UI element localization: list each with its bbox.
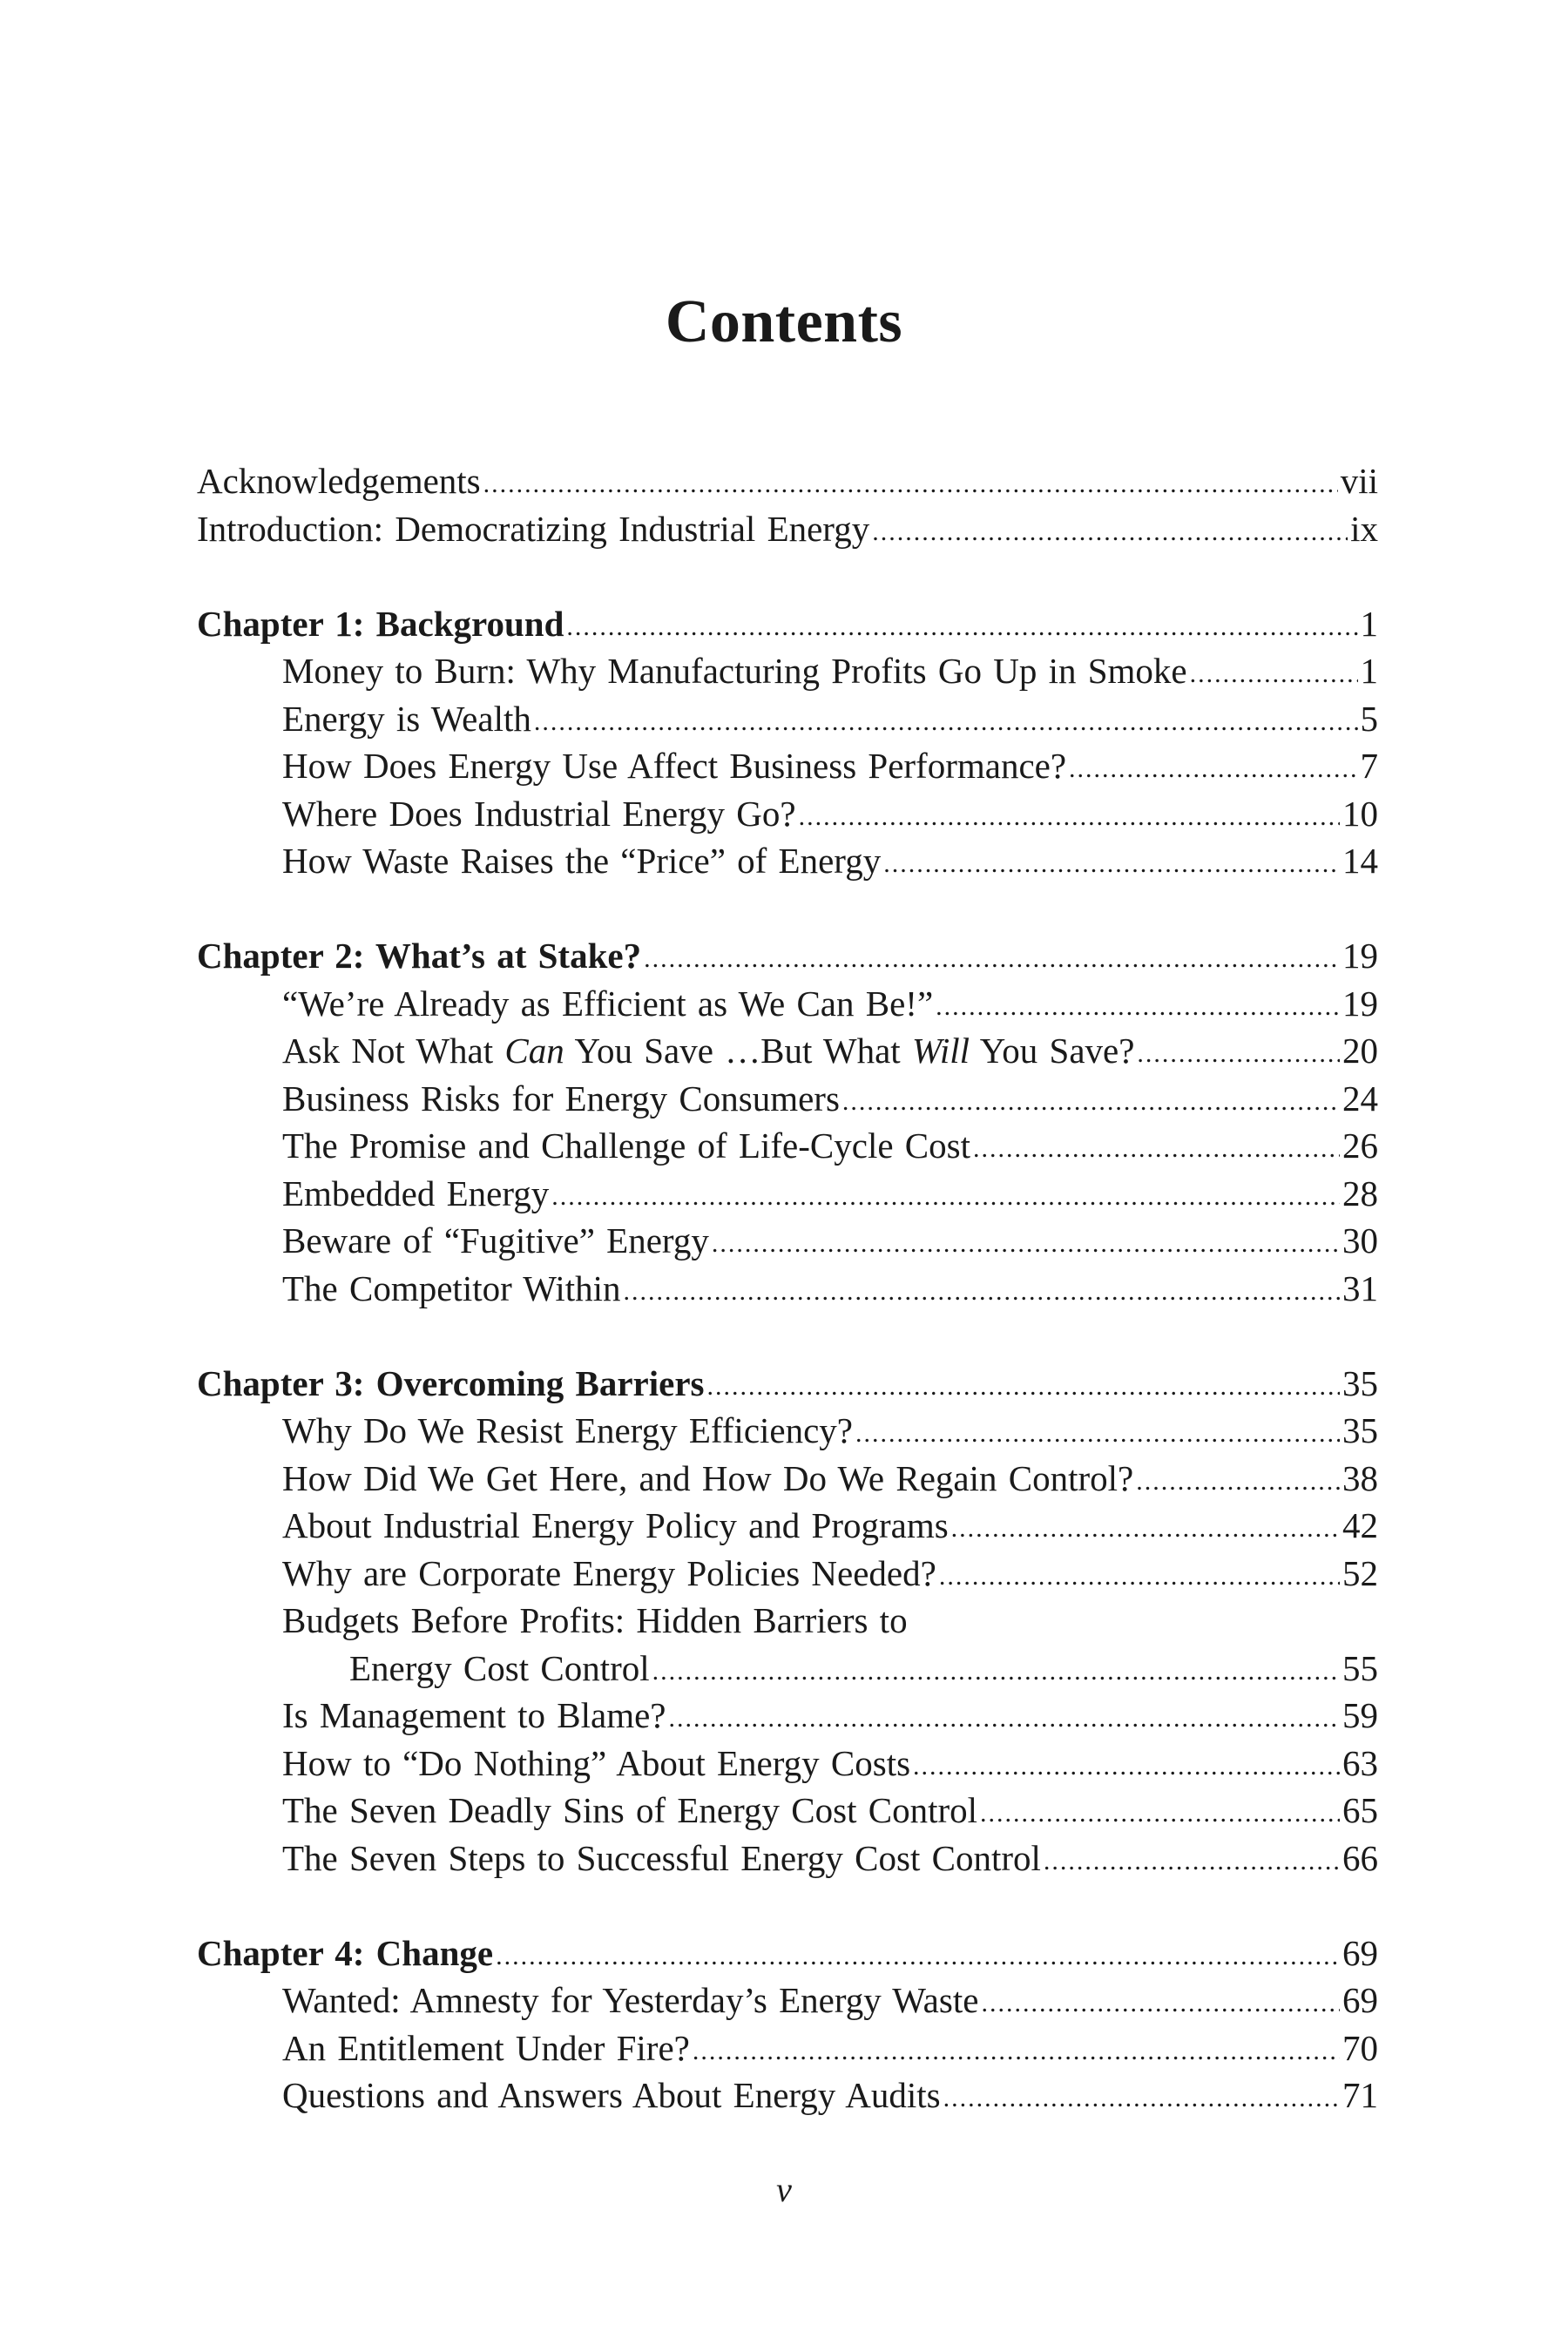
dot-leader bbox=[566, 612, 1357, 642]
toc-entry-page: 65 bbox=[1342, 1790, 1378, 1830]
dot-leader bbox=[981, 1989, 1340, 2018]
toc-entry[interactable] bbox=[197, 1409, 1378, 1457]
dot-leader bbox=[1190, 659, 1358, 689]
chapter-heading: Chapter 2: What’s at Stake? bbox=[197, 936, 642, 976]
dot-leader bbox=[1136, 1467, 1340, 1497]
page-title: Contents bbox=[665, 288, 903, 355]
toc-entry-label: An Entitlement Under Fire? bbox=[282, 2027, 690, 2068]
toc-entry[interactable] bbox=[197, 1552, 1378, 1600]
toc-entry-label: Business Risks for Energy Consumers bbox=[282, 1078, 840, 1119]
toc-entry[interactable] bbox=[197, 1125, 1378, 1173]
toc-entry-label: The Seven Steps to Successful Energy Cost Control bbox=[282, 1837, 1041, 1878]
toc-entry-page: 14 bbox=[1342, 841, 1378, 881]
toc-entry-page: 71 bbox=[1342, 2075, 1378, 2115]
dot-leader bbox=[644, 944, 1340, 974]
toc-entry-page: 5 bbox=[1360, 698, 1378, 739]
toc-entry-label: About Industrial Energy Policy and Programs bbox=[282, 1505, 949, 1545]
dot-leader bbox=[669, 1704, 1340, 1734]
toc-chapter-3[interactable] bbox=[197, 1362, 1378, 1410]
toc-entry-label: Energy is Wealth bbox=[282, 698, 531, 739]
toc-entry-label: Beware of “Fugitive” Energy bbox=[282, 1220, 709, 1260]
toc-entry[interactable] bbox=[197, 1789, 1378, 1837]
toc-entry[interactable] bbox=[197, 650, 1378, 698]
dot-leader bbox=[496, 1942, 1340, 1971]
toc-entry-page: 26 bbox=[1342, 1125, 1378, 1166]
dot-leader bbox=[534, 707, 1358, 737]
toc-entry[interactable] bbox=[197, 1694, 1378, 1742]
toc-entry[interactable] bbox=[197, 2074, 1378, 2122]
dot-leader bbox=[799, 802, 1340, 832]
toc-entry[interactable] bbox=[197, 1979, 1378, 2027]
dot-leader bbox=[1137, 1039, 1340, 1069]
dot-leader bbox=[872, 517, 1348, 547]
toc-entry-label: Wanted: Amnesty for Yesterday’s Energy Waste bbox=[282, 1980, 979, 2020]
dot-leader bbox=[551, 1182, 1340, 1212]
toc-entry-label: Why Do We Resist Energy Efficiency? bbox=[282, 1410, 854, 1450]
dot-leader bbox=[707, 1372, 1341, 1402]
toc-entry-label: Budgets Before Profits: Hidden Barriers to bbox=[282, 1600, 908, 1640]
toc-entry-page: 30 bbox=[1342, 1220, 1378, 1260]
toc-entry-page: 7 bbox=[1360, 746, 1378, 786]
toc-entry[interactable] bbox=[197, 2027, 1378, 2075]
toc-entry-page: vii bbox=[1340, 461, 1378, 501]
toc-entry-page: 1 bbox=[1360, 651, 1378, 691]
toc-entry-label: Questions and Answers About Energy Audits bbox=[282, 2075, 941, 2115]
toc-entry-page: 20 bbox=[1342, 1031, 1378, 1071]
toc-entry-label: Is Management to Blame? bbox=[282, 1695, 666, 1735]
toc-entry-page: 19 bbox=[1342, 936, 1378, 976]
toc-entry-multiline[interactable] bbox=[197, 1599, 1378, 1647]
toc-entry-label: The Competitor Within bbox=[282, 1267, 621, 1308]
dot-leader bbox=[855, 1419, 1340, 1449]
toc-entry-label: Why are Corporate Energy Policies Needed? bbox=[282, 1552, 936, 1593]
toc-entry-label: The Promise and Challenge of Life-Cycle Cost bbox=[282, 1125, 970, 1166]
toc-entry[interactable] bbox=[197, 793, 1378, 841]
toc-entry[interactable] bbox=[197, 1030, 1378, 1078]
dot-leader bbox=[951, 1514, 1340, 1544]
toc-entry-page: 69 bbox=[1342, 1932, 1378, 1973]
toc-entry-label: Embedded Energy bbox=[282, 1173, 550, 1213]
page-number: v bbox=[776, 2170, 792, 2209]
toc-chapter-4[interactable] bbox=[197, 1932, 1378, 1980]
toc-entry-page: ix bbox=[1350, 508, 1378, 549]
dot-leader bbox=[483, 470, 1338, 499]
toc-entry-page: 38 bbox=[1342, 1457, 1378, 1498]
toc-chapter-1[interactable] bbox=[197, 603, 1378, 651]
toc-entry-introduction[interactable] bbox=[197, 508, 1378, 556]
toc-entry-page: 24 bbox=[1342, 1078, 1378, 1119]
dot-leader bbox=[936, 992, 1340, 1022]
toc-entry-page: 42 bbox=[1342, 1505, 1378, 1545]
dot-leader bbox=[913, 1752, 1340, 1781]
toc-entry-label-continued: Energy Cost Control bbox=[349, 1647, 650, 1688]
toc-entry-label: “We’re Already as Efficient as We Can Be!” bbox=[282, 983, 934, 1024]
dot-leader bbox=[883, 849, 1340, 879]
dot-leader bbox=[842, 1087, 1340, 1117]
dot-leader bbox=[1069, 754, 1357, 784]
toc-entry-label: How to “Do Nothing” About Energy Costs bbox=[282, 1742, 911, 1783]
toc-entry-page: 63 bbox=[1342, 1742, 1378, 1783]
toc-chapter-2[interactable] bbox=[197, 935, 1378, 983]
dot-leader bbox=[624, 1277, 1341, 1307]
dot-leader bbox=[693, 2037, 1340, 2066]
chapter-heading: Chapter 3: Overcoming Barriers bbox=[197, 1362, 705, 1403]
toc-entry-label: Introduction: Democratizing Industrial Energy bbox=[197, 508, 870, 549]
toc-entry-page: 31 bbox=[1342, 1267, 1378, 1308]
dot-leader bbox=[712, 1229, 1340, 1259]
toc-entry[interactable] bbox=[197, 1504, 1378, 1552]
toc-entry-page: 19 bbox=[1342, 983, 1378, 1024]
toc-entry[interactable] bbox=[197, 1457, 1378, 1505]
toc-entry-page: 28 bbox=[1342, 1173, 1378, 1213]
toc-entry[interactable] bbox=[197, 840, 1378, 888]
toc-entry-page: 70 bbox=[1342, 2027, 1378, 2068]
toc-entry-label: Acknowledgements bbox=[197, 461, 481, 501]
toc-entry[interactable] bbox=[197, 983, 1378, 1031]
toc-entry[interactable] bbox=[197, 1220, 1378, 1267]
toc-entry-label: How Does Energy Use Affect Business Performance? bbox=[282, 746, 1067, 786]
toc-entry-label: How Did We Get Here, and How Do We Regain Control? bbox=[282, 1457, 1134, 1498]
toc-entry-page: 35 bbox=[1342, 1410, 1378, 1450]
toc-entry-label: How Waste Raises the “Price” of Energy bbox=[282, 841, 882, 881]
dot-leader bbox=[939, 1562, 1340, 1592]
toc-entry[interactable] bbox=[197, 1078, 1378, 1125]
dot-leader bbox=[943, 2084, 1340, 2113]
dot-leader bbox=[973, 1134, 1340, 1164]
toc-entry-continuation[interactable] bbox=[197, 1647, 1378, 1695]
toc-entry-page: 1 bbox=[1360, 603, 1378, 644]
toc-entry-label: Ask Not What Can You Save …But What Will You Save? bbox=[282, 1031, 1135, 1071]
chapter-heading: Chapter 1: Background bbox=[197, 603, 564, 644]
toc-entry-label: The Seven Deadly Sins of Energy Cost Control bbox=[282, 1790, 978, 1830]
dot-leader bbox=[652, 1657, 1340, 1686]
toc-entry[interactable] bbox=[197, 745, 1378, 793]
toc-entry-acknowledgements[interactable] bbox=[197, 460, 1378, 508]
toc-entry[interactable] bbox=[197, 1173, 1378, 1220]
toc-entry-page: 59 bbox=[1342, 1695, 1378, 1735]
toc-entry-label: Where Does Industrial Energy Go? bbox=[282, 793, 796, 834]
dot-leader bbox=[980, 1799, 1340, 1828]
toc-entry-page: 10 bbox=[1342, 793, 1378, 834]
toc-entry-page: 69 bbox=[1342, 1980, 1378, 2020]
toc-entry[interactable] bbox=[197, 698, 1378, 746]
toc-entry[interactable] bbox=[197, 1742, 1378, 1790]
chapter-heading: Chapter 4: Change bbox=[197, 1932, 494, 1973]
dot-leader bbox=[1044, 1847, 1340, 1876]
table-of-contents bbox=[197, 460, 1378, 2122]
toc-entry-page: 55 bbox=[1342, 1647, 1378, 1688]
toc-entry-page: 66 bbox=[1342, 1837, 1378, 1878]
toc-entry[interactable] bbox=[197, 1837, 1378, 1885]
toc-entry-label: Money to Burn: Why Manufacturing Profits Go Up in Smoke bbox=[282, 651, 1187, 691]
toc-entry[interactable] bbox=[197, 1267, 1378, 1315]
toc-entry-page: 35 bbox=[1342, 1362, 1378, 1403]
toc-entry-page: 52 bbox=[1342, 1552, 1378, 1593]
